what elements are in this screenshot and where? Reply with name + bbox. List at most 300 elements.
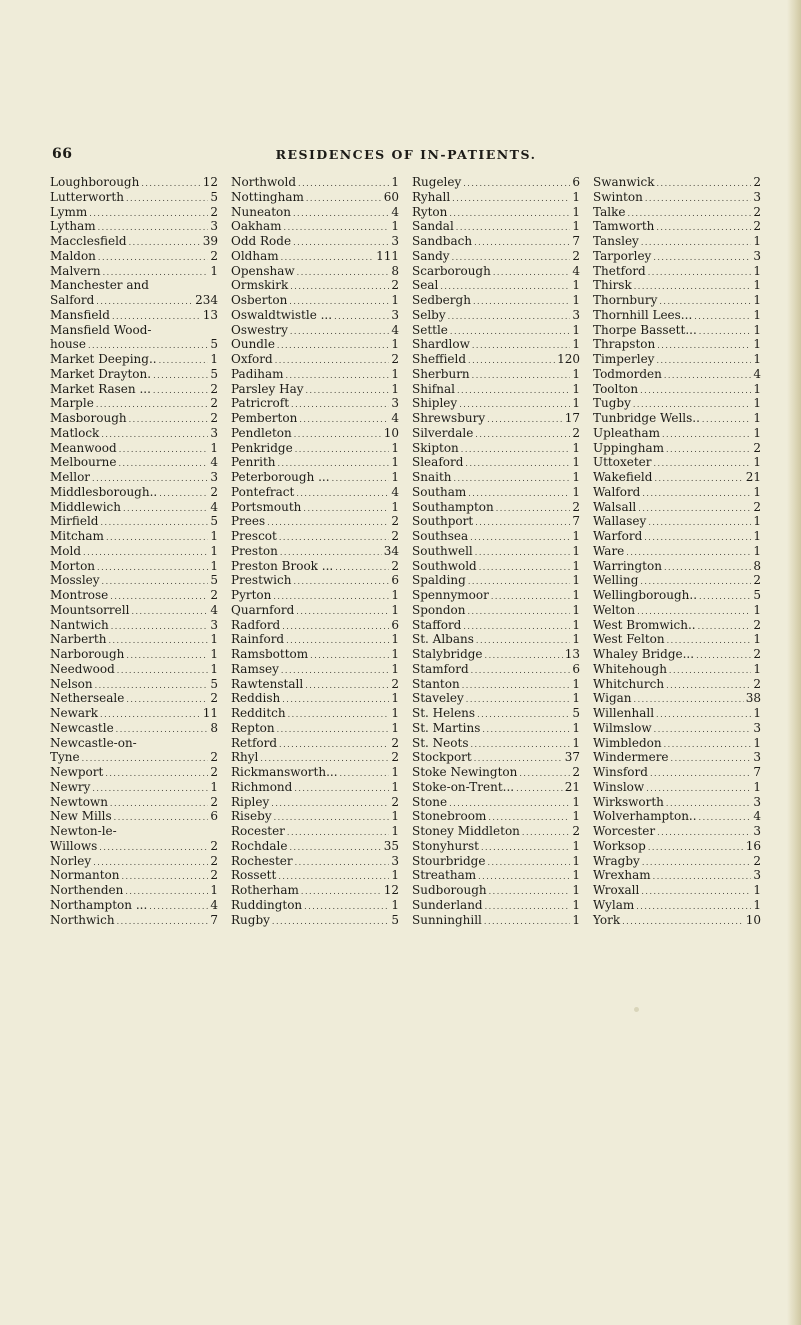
patient-count: 1	[210, 543, 218, 558]
leader-dots	[131, 605, 208, 620]
patient-count: 1	[753, 602, 761, 617]
place-name: Ryhall	[412, 189, 451, 204]
patient-count: 12	[202, 175, 218, 189]
patient-count: 4	[391, 204, 399, 219]
patient-count: 1	[572, 868, 580, 883]
list-item	[50, 500, 218, 515]
leader-dots	[463, 620, 570, 635]
list-item	[412, 677, 580, 692]
list-item	[50, 913, 218, 928]
place-name: Penkridge	[231, 440, 293, 455]
place-name: Oldham	[231, 248, 279, 263]
list-item	[50, 382, 218, 397]
place-name: Southwold	[412, 558, 477, 573]
patient-count: 1	[572, 897, 580, 912]
leader-dots	[493, 266, 571, 281]
place-name: Oakham	[231, 219, 282, 234]
patient-count: 1	[753, 529, 761, 543]
place-name: Rhyl	[231, 750, 259, 765]
patient-count: 1	[572, 588, 580, 602]
patient-count: 2	[391, 278, 399, 293]
list-item	[231, 485, 399, 500]
patient-count: 1	[210, 263, 218, 278]
place-name: Prestwich	[231, 573, 292, 588]
list-item	[231, 441, 399, 456]
patient-count: 1	[391, 366, 399, 381]
patient-count: 7	[572, 234, 580, 248]
list-item	[593, 514, 761, 529]
place-name: Settle	[412, 322, 448, 337]
leader-dots	[149, 900, 208, 915]
leader-dots	[89, 207, 208, 222]
patient-count: 3	[210, 470, 218, 484]
leader-dots	[641, 885, 751, 900]
list-item	[593, 603, 761, 618]
list-item	[593, 809, 761, 824]
leader-dots	[275, 354, 390, 369]
place-name: Radford	[231, 617, 281, 632]
leader-dots	[452, 192, 570, 207]
patient-count: 13	[564, 647, 580, 661]
list-item	[231, 603, 399, 618]
leader-dots	[468, 605, 571, 620]
list-item	[50, 544, 218, 559]
list-item	[50, 411, 218, 426]
list-item	[593, 264, 761, 279]
patient-count: 7	[572, 514, 580, 529]
patient-count: 1	[753, 425, 761, 440]
patient-count: 3	[753, 824, 761, 838]
list-item	[593, 559, 761, 574]
list-item	[412, 883, 580, 898]
leader-dots	[650, 767, 751, 782]
list-item	[412, 264, 580, 279]
place-name: Masborough	[50, 411, 127, 425]
list-item	[50, 898, 218, 913]
patient-count: 1	[572, 278, 580, 293]
place-name: Sherburn	[412, 366, 470, 381]
patient-count: 2	[391, 794, 399, 809]
place-name: Northwold	[231, 175, 297, 189]
place-name: Southampton	[412, 499, 494, 514]
list-item	[231, 500, 399, 515]
leader-dots	[462, 679, 571, 694]
patient-count: 1	[753, 897, 761, 912]
patient-count: 12	[383, 883, 399, 897]
patient-count: 6	[572, 175, 580, 189]
list-item	[412, 780, 580, 795]
leader-dots	[332, 472, 390, 487]
place-name: West Bromwich..	[593, 617, 696, 632]
leader-dots	[98, 251, 208, 266]
leader-dots	[290, 280, 389, 295]
patient-count: 2	[210, 411, 218, 425]
list-item	[593, 278, 761, 293]
patient-count: 2	[391, 676, 399, 691]
list-item	[412, 190, 580, 205]
leader-dots	[290, 325, 389, 340]
patient-count: 3	[753, 868, 761, 883]
patient-count: 38	[745, 691, 761, 706]
patient-count: 1	[572, 204, 580, 219]
leader-dots	[306, 192, 382, 207]
leader-dots	[141, 177, 200, 192]
leader-dots	[654, 457, 752, 472]
leader-dots	[474, 236, 570, 251]
leader-dots	[645, 192, 752, 207]
place-name: Willows	[50, 838, 98, 853]
list-item	[412, 750, 580, 765]
leader-dots	[471, 664, 571, 679]
place-name: Thornbury	[593, 293, 658, 307]
place-name: Retford	[231, 735, 278, 750]
patient-count: 1	[391, 706, 399, 720]
list-item	[50, 618, 218, 633]
list-item	[50, 278, 218, 293]
leader-dots	[472, 339, 571, 354]
list-item	[50, 691, 218, 706]
patient-count: 1	[753, 735, 761, 750]
leader-dots	[306, 384, 390, 399]
patient-count: 1	[753, 396, 761, 411]
patient-count: 1	[391, 455, 399, 470]
list-item	[412, 175, 580, 190]
patient-count: 2	[753, 175, 761, 189]
place-name: Stone	[412, 794, 448, 809]
list-item	[593, 854, 761, 869]
place-name: Southsea	[412, 529, 469, 543]
leader-dots	[277, 723, 390, 738]
leader-dots	[129, 413, 209, 428]
column-4	[593, 175, 761, 927]
list-item	[593, 500, 761, 515]
list-item	[231, 205, 399, 220]
place-name: Ruddington	[231, 897, 303, 912]
list-item	[593, 293, 761, 308]
list-item	[231, 839, 399, 854]
leader-dots	[516, 782, 563, 797]
leader-dots	[638, 502, 751, 517]
place-name: St. Albans	[412, 632, 474, 647]
leader-dots	[301, 885, 382, 900]
patient-count: 2	[210, 794, 218, 809]
place-name: Stalybridge	[412, 647, 483, 661]
leader-dots	[334, 310, 389, 325]
list-item	[412, 647, 580, 662]
place-name: Lutterworth	[50, 189, 124, 204]
place-name: Thornhill Lees...	[593, 307, 693, 322]
leader-dots	[653, 870, 752, 885]
list-item	[50, 662, 218, 677]
list-item	[231, 470, 399, 485]
patient-count: 37	[564, 750, 580, 765]
place-name: Spondon	[412, 602, 466, 617]
leader-dots	[126, 649, 208, 664]
list-item	[50, 868, 218, 883]
leader-dots	[664, 369, 752, 384]
leader-dots	[657, 339, 751, 354]
patient-count: 1	[391, 632, 399, 647]
leader-dots	[694, 310, 751, 325]
place-name: Todmorden	[593, 366, 662, 381]
patient-count: 6	[572, 661, 580, 676]
list-item	[231, 544, 399, 559]
list-item	[412, 500, 580, 515]
leader-dots	[126, 192, 208, 207]
leader-dots	[699, 325, 752, 340]
patient-count: 1	[753, 455, 761, 470]
patient-count: 1	[753, 307, 761, 322]
list-item	[593, 677, 761, 692]
list-item	[412, 632, 580, 647]
leader-dots	[289, 841, 381, 856]
place-name: Wilmslow	[593, 720, 652, 735]
list-item	[231, 455, 399, 470]
leader-dots	[123, 502, 208, 517]
list-item	[412, 485, 580, 500]
patient-count: 5	[210, 366, 218, 381]
list-item	[412, 249, 580, 264]
place-name: Wolverhampton..	[593, 809, 697, 824]
patient-count: 2	[210, 765, 218, 779]
list-item	[593, 382, 761, 397]
patient-count: 1	[391, 588, 399, 602]
place-name: Welling	[593, 573, 639, 588]
leader-dots	[461, 443, 571, 458]
place-name: Prees	[231, 514, 266, 529]
leader-dots	[698, 620, 752, 635]
patient-count: 4	[210, 602, 218, 617]
patient-count: 1	[391, 720, 399, 735]
place-name: Redditch	[231, 706, 286, 720]
place-name: Wrexham	[593, 868, 651, 883]
list-item	[50, 780, 218, 795]
leader-dots	[671, 752, 752, 767]
place-name: Seal	[412, 278, 439, 293]
place-name: Nottingham	[231, 189, 304, 204]
patient-count: 2	[391, 352, 399, 366]
place-name: house	[50, 337, 86, 352]
list-item	[50, 175, 218, 190]
leader-dots	[475, 546, 571, 561]
list-item	[231, 426, 399, 441]
list-item	[50, 839, 218, 854]
patient-count: 1	[753, 293, 761, 307]
place-name: Stonebroom	[412, 809, 487, 824]
leader-dots	[296, 487, 389, 502]
list-item	[593, 780, 761, 795]
place-name: Whaley Bridge...	[593, 647, 695, 661]
list-item	[412, 293, 580, 308]
list-item	[231, 618, 399, 633]
place-name: Sandbach	[412, 234, 473, 248]
list-item	[50, 632, 218, 647]
patient-count: 8	[210, 720, 218, 735]
list-item	[50, 809, 218, 824]
patient-count: 7	[210, 912, 218, 927]
page-edge	[787, 0, 801, 1325]
patient-count: 1	[391, 381, 399, 396]
place-name: Northenden	[50, 883, 124, 897]
patient-count: 16	[745, 838, 761, 853]
list-item	[412, 721, 580, 736]
list-item	[593, 913, 761, 928]
leader-dots	[294, 782, 389, 797]
list-item	[50, 308, 218, 323]
leader-dots	[468, 354, 555, 369]
place-name: Rossett	[231, 868, 277, 883]
patient-count: 2	[210, 396, 218, 411]
list-item	[412, 234, 580, 249]
list-item	[412, 559, 580, 574]
list-item	[412, 809, 580, 824]
leader-dots	[487, 413, 563, 428]
list-item	[593, 455, 761, 470]
leader-dots	[114, 811, 209, 826]
leader-dots	[485, 900, 571, 915]
place-name: Market Drayton.	[50, 366, 152, 381]
patient-count: 1	[572, 470, 580, 484]
place-name: Montrose	[50, 588, 109, 602]
leader-dots	[696, 649, 751, 664]
leader-dots	[476, 634, 570, 649]
patient-count: 1	[572, 381, 580, 396]
list-item	[231, 765, 399, 780]
place-name: Penrith	[231, 455, 276, 470]
place-name: Silverdale	[412, 425, 474, 440]
leader-dots	[642, 487, 751, 502]
patient-count: 1	[210, 883, 218, 897]
patient-count: 6	[391, 573, 399, 588]
patient-count: 35	[383, 838, 399, 853]
list-item	[50, 573, 218, 588]
place-name: Nantwich	[50, 617, 109, 632]
patient-count: 1	[391, 868, 399, 883]
list-item	[231, 337, 399, 352]
patient-count: 3	[391, 853, 399, 868]
place-name: Odd Rode	[231, 234, 292, 248]
leader-dots	[299, 413, 389, 428]
place-name: Wirksworth	[593, 794, 664, 809]
list-item	[50, 883, 218, 898]
patient-count: 10	[383, 425, 399, 440]
place-name: Oxford	[231, 352, 273, 366]
place-name: Repton	[231, 720, 275, 735]
patient-count: 1	[572, 794, 580, 809]
place-name: Wellingborough..	[593, 588, 698, 602]
list-item	[593, 190, 761, 205]
list-item	[50, 588, 218, 603]
patient-count: 120	[557, 352, 580, 366]
list-item	[593, 647, 761, 662]
place-name: Spennymoor	[412, 588, 489, 602]
leader-dots	[274, 811, 390, 826]
list-item	[231, 780, 399, 795]
place-name: Tamworth	[593, 219, 655, 234]
patient-count: 1	[572, 322, 580, 337]
place-name: Tunbridge Wells..	[593, 411, 700, 425]
patient-count: 11	[202, 706, 218, 720]
list-item	[593, 249, 761, 264]
leader-dots	[293, 207, 389, 222]
place-name: Ware	[593, 543, 625, 558]
list-item	[50, 441, 218, 456]
patient-count: 1	[572, 558, 580, 573]
list-item	[50, 854, 218, 869]
leader-dots	[97, 561, 208, 576]
place-name: Mellor	[50, 470, 91, 484]
place-name: Thirsk	[593, 278, 632, 293]
list-item	[50, 396, 218, 411]
leader-dots	[477, 708, 570, 723]
patient-count: 4	[210, 897, 218, 912]
place-name: Ripley	[231, 794, 270, 809]
patient-count: 5	[210, 189, 218, 204]
list-item	[231, 323, 399, 338]
place-name: Newark	[50, 706, 99, 720]
list-item	[412, 618, 580, 633]
leader-dots	[100, 708, 201, 723]
list-item	[412, 278, 580, 293]
list-item	[50, 677, 218, 692]
patient-count: 1	[210, 647, 218, 661]
leader-dots	[282, 693, 389, 708]
place-name: Swanwick	[593, 175, 655, 189]
leader-dots	[111, 620, 209, 635]
leader-dots	[654, 723, 752, 738]
patient-count: 111	[376, 248, 399, 263]
leader-dots	[110, 797, 208, 812]
list-item	[412, 323, 580, 338]
place-name: Wroxall	[593, 883, 640, 897]
patient-count: 4	[572, 263, 580, 278]
patient-count: 13	[202, 307, 218, 322]
list-item	[593, 795, 761, 810]
place-name: Oswestry	[231, 322, 288, 337]
place-name: Mansfield	[50, 307, 110, 322]
patient-count: 2	[210, 868, 218, 883]
list-item	[412, 898, 580, 913]
leader-dots	[478, 870, 570, 885]
place-name: Osberton	[231, 293, 288, 307]
patient-count: 3	[753, 248, 761, 263]
leader-dots	[519, 767, 570, 782]
patient-count: 1	[391, 691, 399, 706]
leader-dots	[489, 885, 571, 900]
list-item	[231, 367, 399, 382]
leader-dots	[159, 487, 208, 502]
patient-count: 1	[391, 824, 399, 838]
patient-count: 4	[391, 322, 399, 337]
leader-dots	[277, 339, 389, 354]
list-item	[231, 898, 399, 913]
list-item	[412, 396, 580, 411]
list-item	[412, 603, 580, 618]
place-name: Stanton	[412, 676, 460, 691]
patient-count: 1	[572, 853, 580, 868]
place-name: Quarnford	[231, 602, 295, 617]
place-name: Stonyhurst	[412, 838, 479, 853]
patient-count: 1	[753, 381, 761, 396]
leader-dots	[117, 664, 209, 679]
patient-count: 4	[753, 809, 761, 824]
place-name: Rotherham	[231, 883, 299, 897]
place-name: Mold	[50, 543, 82, 558]
list-item	[231, 632, 399, 647]
patient-count: 3	[572, 307, 580, 322]
leader-dots	[473, 295, 570, 310]
patient-count: 1	[391, 219, 399, 234]
